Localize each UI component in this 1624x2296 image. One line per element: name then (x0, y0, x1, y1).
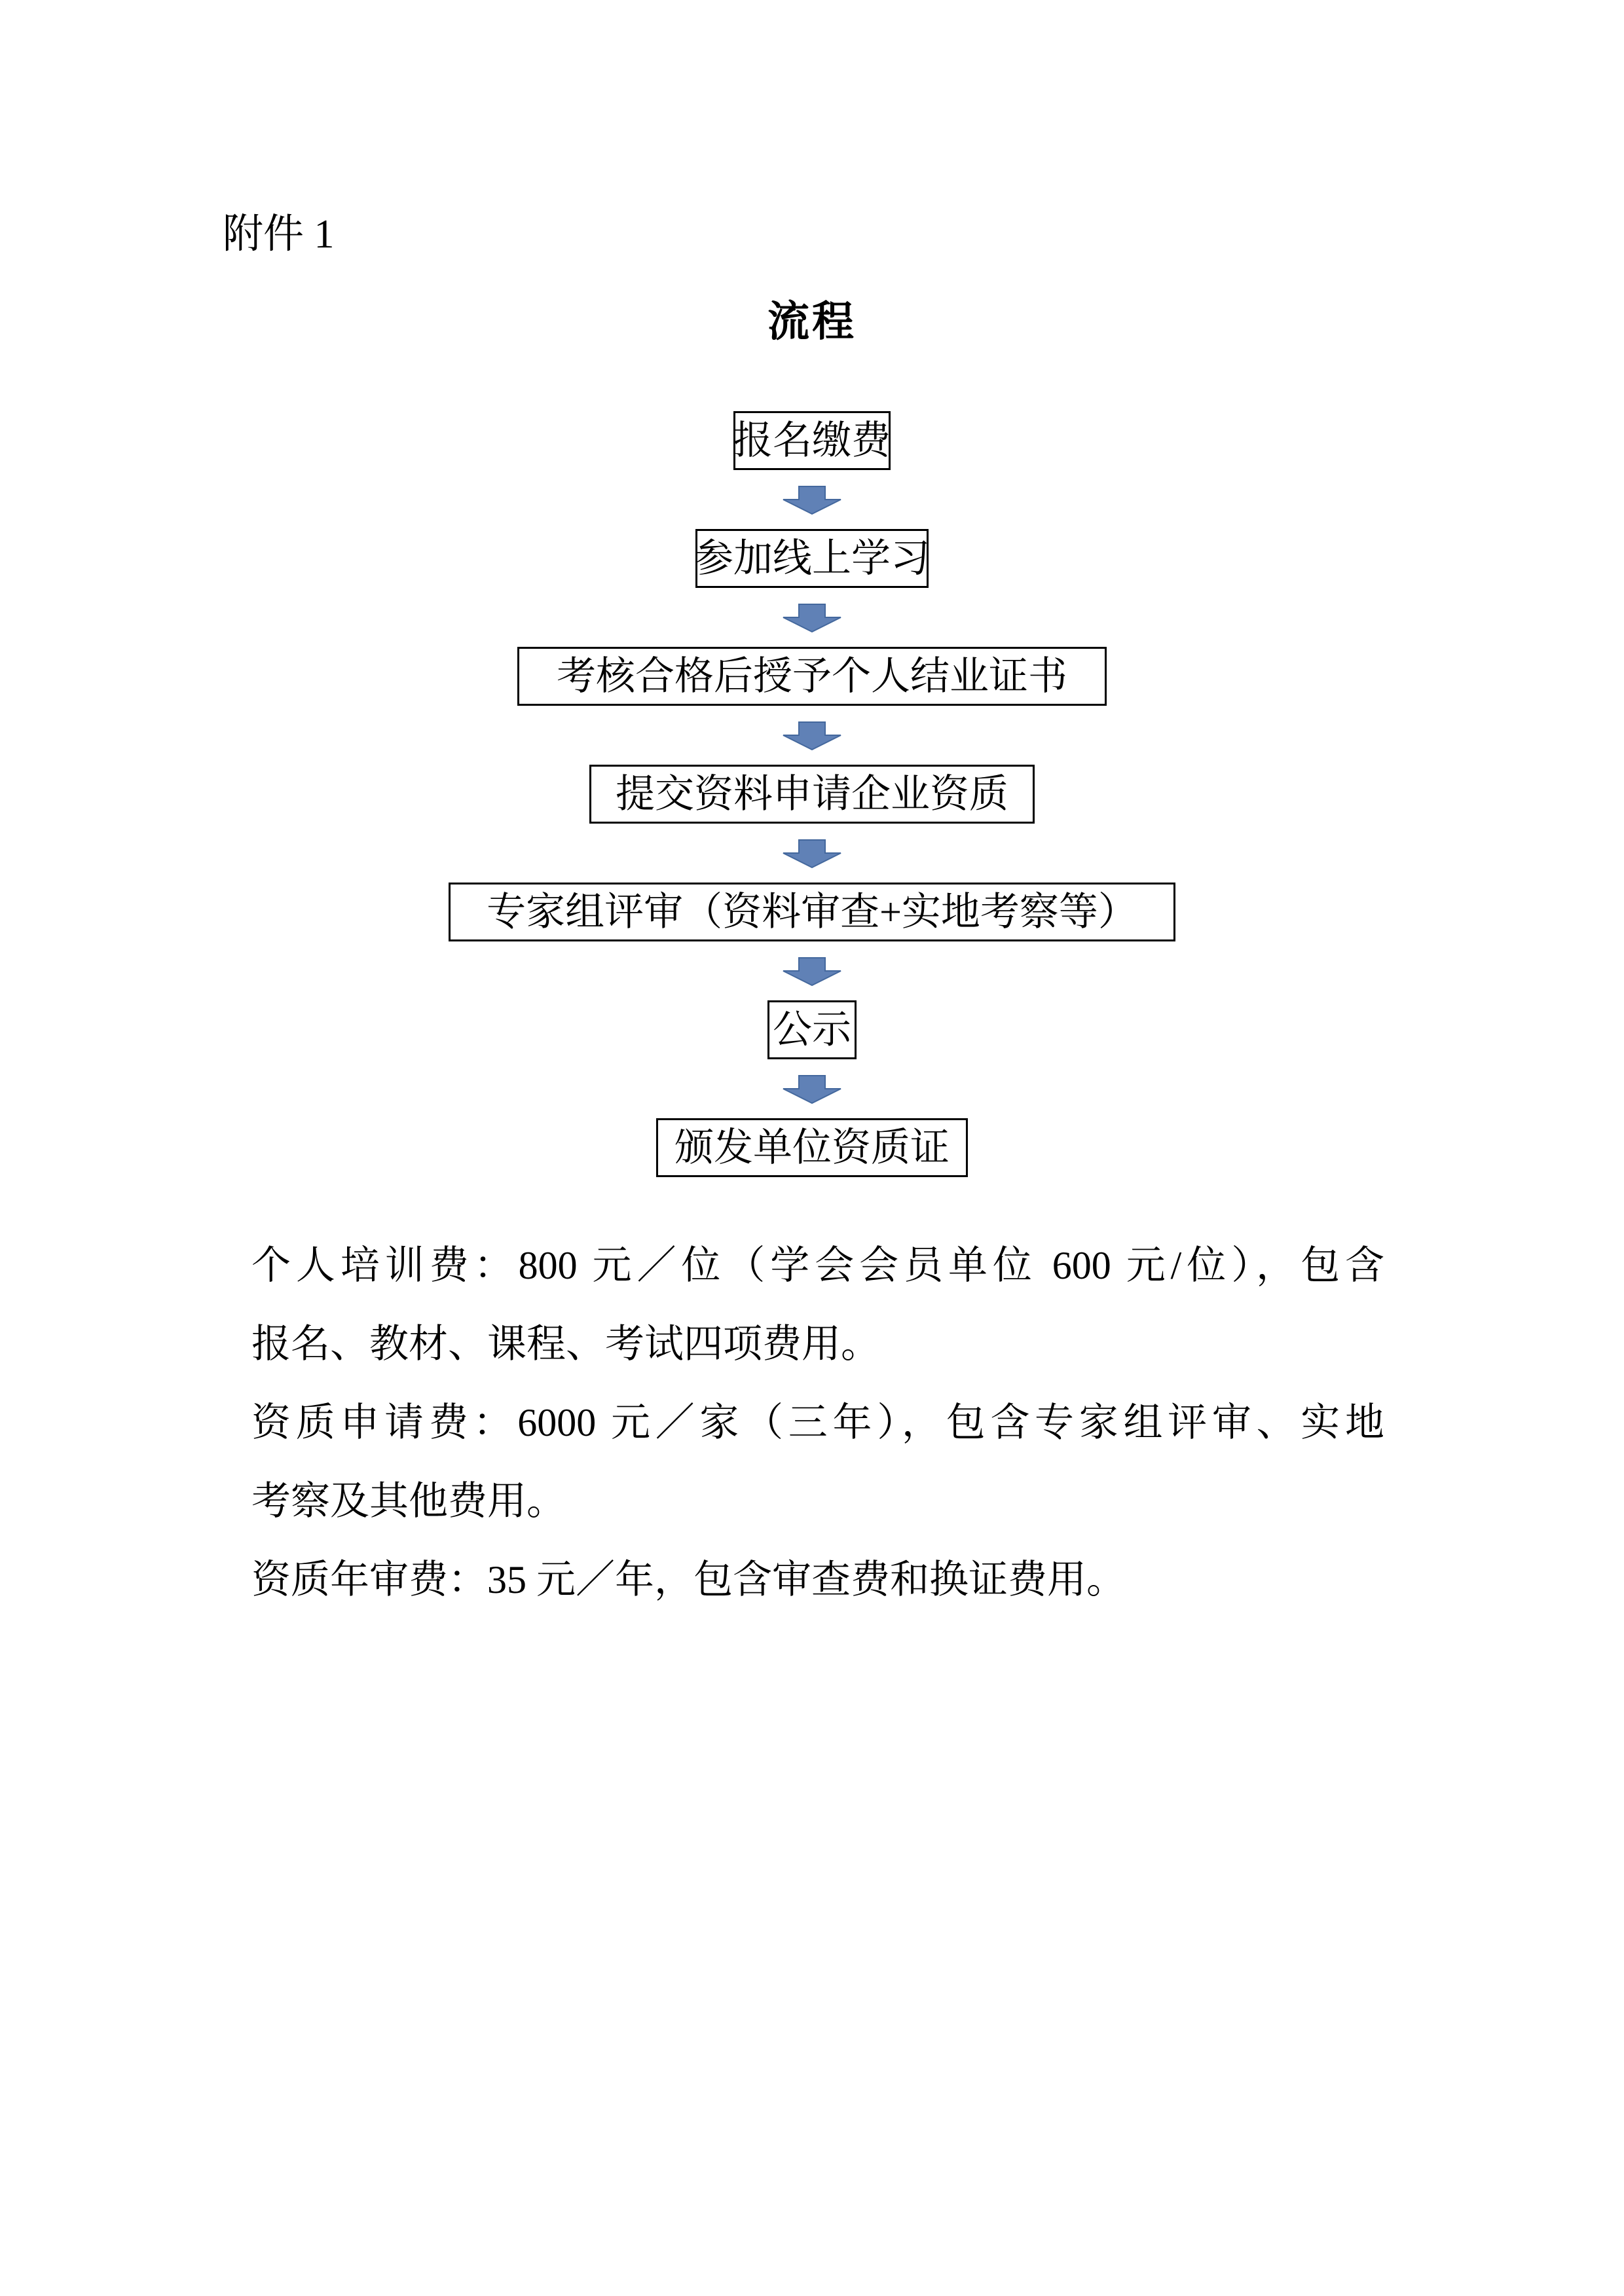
flow-step-expert-review: 专家组评审（资料审查+实地考察等） (449, 883, 1175, 941)
attachment-label: 附件 1 (223, 212, 335, 257)
flow-step-registration: 报名缴费 (733, 411, 891, 470)
flow-step-issue-certificate: 颁发单位资质证 (656, 1118, 968, 1177)
note-personal-training-fee-line2: 报名、教材、课程、考试四项费用。 (251, 1322, 880, 1366)
note-qualification-application-fee-line2: 考察及其他费用。 (251, 1480, 566, 1523)
note-annual-review-fee: 资质年审费：35 元／年，包含审查费和换证费用。 (251, 1558, 1126, 1601)
flow-step-certificate: 考核合格后授予个人结业证书 (517, 647, 1107, 706)
down-arrow-icon (782, 604, 842, 632)
down-arrow-icon (782, 839, 842, 868)
flow-step-online-study: 参加线上学习 (695, 529, 929, 588)
page-title: 流程 (767, 299, 857, 345)
down-arrow-icon (782, 957, 842, 986)
process-flowchart (0, 411, 1624, 1177)
down-arrow-icon (782, 721, 842, 750)
down-arrow-icon (782, 486, 842, 515)
down-arrow-icon (782, 1075, 842, 1104)
flow-step-publicity: 公示 (767, 1000, 857, 1059)
note-personal-training-fee-line1: 个人培训费：800 元／位（学会会员单位 600 元/位），包含 (251, 1244, 1384, 1287)
fee-notes (251, 1226, 1384, 1619)
note-qualification-application-fee-line1: 资质申请费：6000 元／家（三年），包含专家组评审、实地 (251, 1401, 1384, 1444)
flow-step-submit-materials: 提交资料申请企业资质 (589, 765, 1035, 824)
